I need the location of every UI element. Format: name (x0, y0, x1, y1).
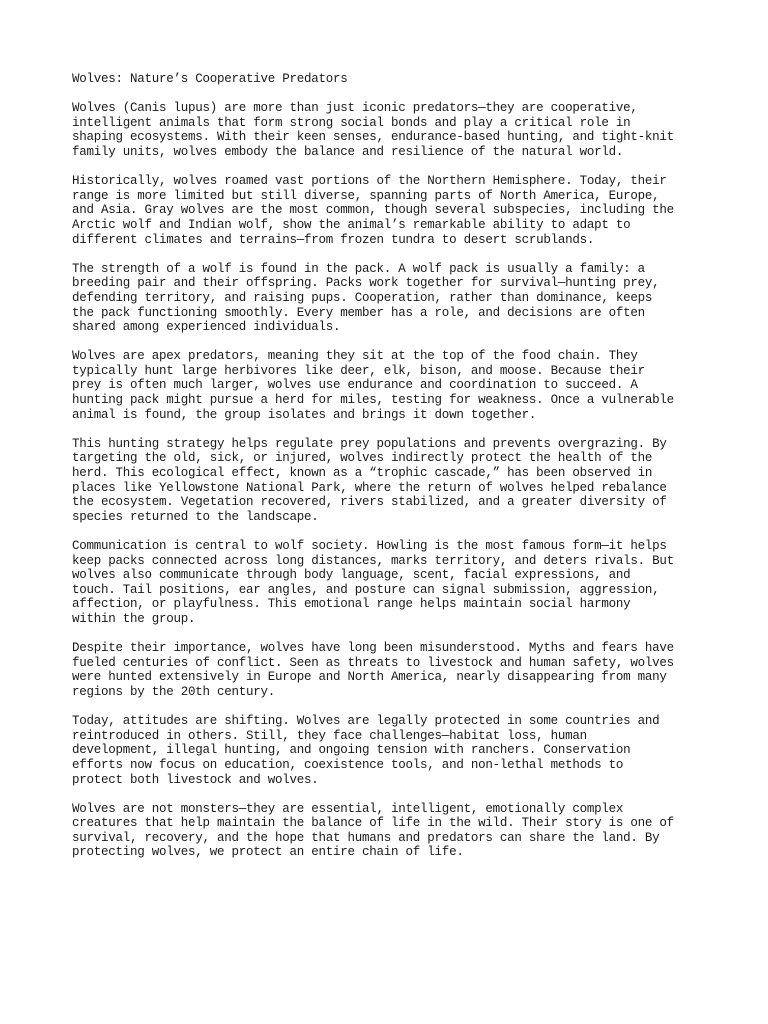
paragraph-line: family units, wolves embody the balance and resilience of the natural world. (72, 144, 624, 159)
paragraph (72, 641, 712, 699)
paragraph (72, 262, 712, 335)
paragraph-line: hunting pack might pursue a herd for miles, testing for weakness. Once a vulnerable (72, 393, 674, 408)
paragraph-line: Despite their importance, wolves have long been misunderstood. Myths and fears have (72, 641, 674, 656)
paragraph (72, 174, 712, 247)
paragraph-line: wolves also communicate through body language, scent, facial expressions, and (72, 568, 631, 583)
paragraph-line: touch. Tail positions, ear angles, and posture can signal submission, aggression, (72, 582, 660, 597)
document-body (72, 101, 712, 860)
paragraph-line: typically hunt large herbivores like deer, elk, bison, and moose. Because their (72, 363, 645, 378)
paragraph (72, 349, 712, 422)
paragraph-line: reintroduced in others. Still, they face challenges—habitat loss, human (72, 728, 587, 743)
paragraph-line: protect both livestock and wolves. (72, 772, 319, 787)
paragraph-line: creatures that help maintain the balance of life in the wild. Their story is one of (72, 816, 674, 831)
paragraph-line: defending territory, and raising pups. Cooperation, rather than dominance, keeps (72, 290, 653, 305)
paragraph-line: were hunted extensively in Europe and North America, nearly disappearing from many (72, 670, 667, 685)
paragraph-line: development, illegal hunting, and ongoing tension with ranchers. Conservation (72, 743, 631, 758)
paragraph (72, 437, 712, 525)
paragraph-line: intelligent animals that form strong social bonds and play a critical role in (72, 115, 631, 130)
paragraph (72, 802, 712, 860)
paragraph (72, 714, 712, 787)
paragraph-line: different climates and terrains—from frozen tundra to desert scrublands. (72, 232, 595, 247)
paragraph-line: protecting wolves, we protect an entire chain of life. (72, 845, 464, 860)
paragraph-line: species returned to the landscape. (72, 509, 319, 524)
paragraph-line: regions by the 20th century. (72, 684, 276, 699)
paragraph-line: and Asia. Gray wolves are the most common, though several subspecies, including the (72, 203, 674, 218)
paragraph-line: This hunting strategy helps regulate prey populations and prevents overgrazing. By (72, 436, 667, 451)
paragraph-line: places like Yellowstone National Park, where the return of wolves helped rebalance (72, 480, 667, 495)
paragraph-line: Wolves are apex predators, meaning they sit at the top of the food chain. They (72, 349, 638, 364)
paragraph-line: prey is often much larger, wolves use endurance and coordination to succeed. A (72, 378, 638, 393)
paragraph-line: Communication is central to wolf society. Howling is the most famous form—it helps (72, 539, 667, 553)
paragraph-line: keep packs connected across long distances, marks territory, and deters rivals. But (72, 553, 674, 568)
paragraph-line: Wolves are not monsters—they are essential, intelligent, emotionally complex (72, 801, 624, 816)
paragraph-line: animal is found, the group isolates and brings it down together. (72, 407, 537, 422)
paragraph-line: survival, recovery, and the hope that humans and predators can share the land. By (72, 830, 660, 845)
paragraph-line: fueled centuries of conflict. Seen as threats to livestock and human safety, wolves (72, 655, 674, 670)
paragraph-line: within the group. (72, 611, 196, 626)
paragraph (72, 539, 712, 627)
paragraph-line: the ecosystem. Vegetation recovered, rivers stabilized, and a greater diversity of (72, 495, 667, 510)
paragraph-line: The strength of a wolf is found in the pack. A wolf pack is usually a family: a (72, 261, 645, 276)
paragraph-line: range is more limited but still diverse, spanning parts of North America, Europe, (72, 188, 660, 203)
paragraph-line: Historically, wolves roamed vast portions of the Northern Hemisphere. Today, their (72, 174, 667, 189)
paragraph-line: efforts now focus on education, coexistence tools, and non-lethal methods to (72, 757, 624, 772)
paragraph-line: Arctic wolf and Indian wolf, show the animal’s remarkable ability to adapt to (72, 217, 631, 232)
paragraph-line: affection, or playfulness. This emotional range helps maintain social harmony (72, 597, 631, 612)
paragraph-line: Today, attitudes are shifting. Wolves are legally protected in some countries and (72, 714, 660, 729)
document-title: Wolves: Nature’s Cooperative Predators (72, 72, 348, 86)
paragraph-line: shaping ecosystems. With their keen senses, endurance-based hunting, and tight-knit (72, 130, 674, 145)
paragraph-line: targeting the old, sick, or injured, wolves indirectly protect the health of the (72, 451, 653, 466)
paragraph (72, 101, 712, 159)
paragraph-line: shared among experienced individuals. (72, 320, 341, 335)
paragraph-line: Wolves (Canis lupus) are more than just iconic predators—they are cooperative, (72, 101, 638, 116)
paragraph-line: herd. This ecological effect, known as a “trophic cascade,” has been observed in (72, 466, 653, 481)
paragraph-line: breeding pair and their offspring. Packs work together for survival—hunting prey, (72, 276, 660, 291)
document-page (72, 72, 712, 875)
paragraph-line: the pack functioning smoothly. Every member has a role, and decisions are often (72, 305, 645, 320)
